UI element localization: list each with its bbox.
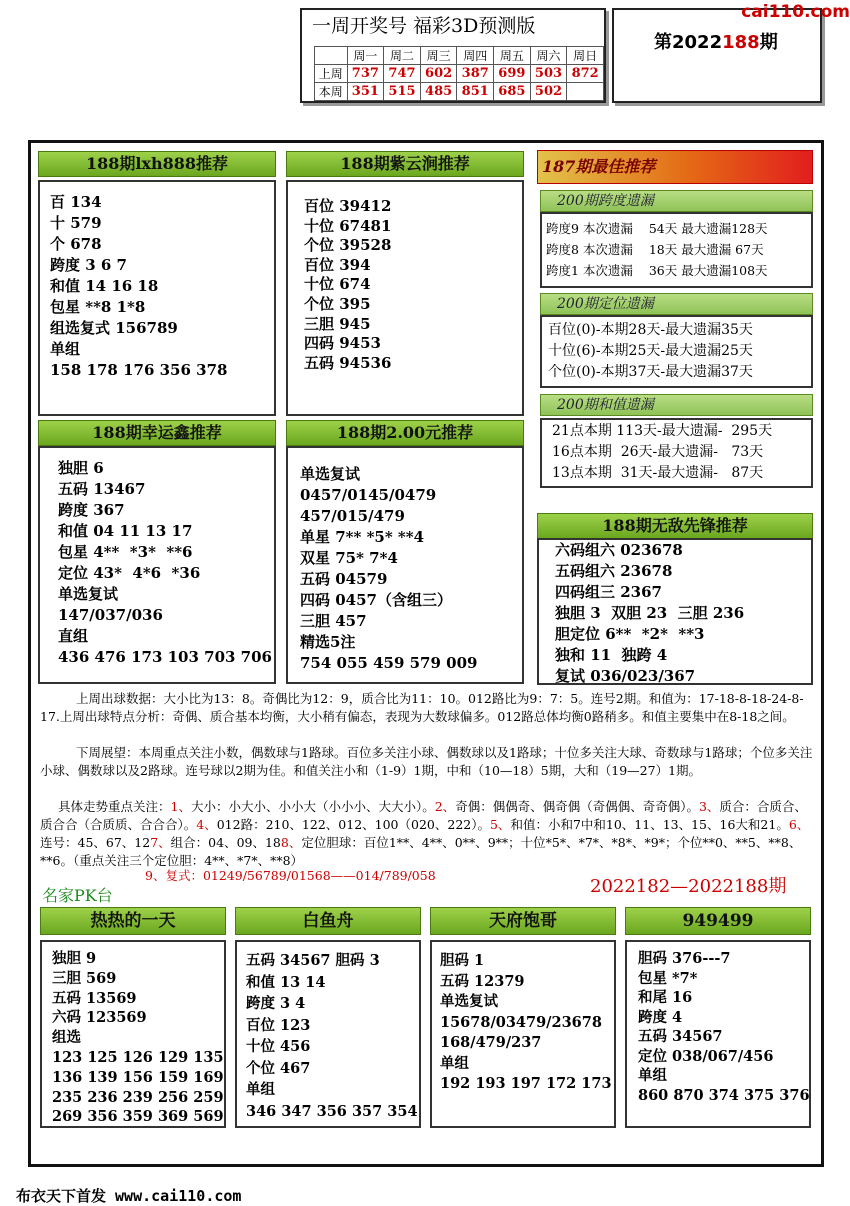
list-line: 五码 13569 (52, 989, 137, 1007)
draw-number: 515 (384, 83, 421, 101)
list-line: 个位(0)-本期37天-最大遗漏37天 (548, 364, 753, 380)
list-line: 个位 395 (304, 294, 371, 313)
list-line: 和值 13 14 (246, 973, 326, 991)
list-line: 十位(6)-本期25天-最大遗漏25天 (548, 343, 753, 359)
list-line: 457/015/479 (300, 507, 405, 525)
list-line: 15678/03479/23678 (440, 1013, 602, 1031)
list-line: 定位 038/067/456 (638, 1047, 774, 1065)
draw-number: 699 (494, 65, 531, 83)
draw-number: 387 (457, 65, 494, 83)
list-line: 六码 123569 (52, 1009, 147, 1027)
list-line: 269 356 359 369 569 (52, 1108, 224, 1126)
sum-omission-title: 200期和值遗漏 (540, 394, 813, 416)
list-line: 754 055 459 579 009 (300, 654, 478, 672)
list-line: 单选复试 (440, 993, 498, 1010)
box4-lines (300, 464, 477, 674)
analysis-paragraph-2: 下周展望：本周重点关注小数，偶数球与1路球。百位多关注小球、偶数球以及1路球；十位多关注大球、奇数球与1路球；个位多关注小球、偶数球以及2路球。连号球以2期为佳。和值关注小和（1-9）1期，中和（10—18）5期，大和（19—27）1期。 (40, 745, 813, 778)
list-line: 136 139 156 159 169 (52, 1068, 224, 1086)
day-header: 周日 (567, 47, 604, 65)
analysis-paragraph-4: 9、复式：01249/56789/01568——014/789/058 (145, 868, 436, 883)
list-line: 五码组六 23678 (555, 562, 673, 580)
footer-credit: 布衣天下首发 www.cai110.com (16, 1187, 242, 1205)
draw-number: 485 (420, 83, 457, 101)
list-line: 六码组六 023678 (555, 541, 683, 559)
list-line: 定位 43* 4*6 *36 (58, 564, 201, 582)
draw-number: 747 (384, 65, 421, 83)
list-line: 独胆 6 (58, 459, 104, 477)
list-line: 组选 (52, 1029, 81, 1047)
list-line: 436 476 173 103 703 706 (58, 648, 272, 666)
list-line: 独胆 9 (52, 950, 97, 967)
list-line: 四码组三 2367 (555, 583, 662, 601)
list-line: 跨度8 本次遗漏 18天 最大遗漏 67天 (546, 242, 764, 257)
draw-number: 602 (420, 65, 457, 83)
box3-title: 188期幸运鑫推荐 (38, 420, 276, 446)
span-omission-lines (546, 218, 768, 281)
list-line: 五码 13467 (58, 480, 146, 498)
list-line: 百 134 (50, 193, 102, 211)
box5-title: 188期无敌先锋推荐 (537, 513, 813, 539)
draw-number: 351 (347, 83, 384, 101)
list-line: 五码 34567 (638, 1028, 723, 1045)
day-header: 周一 (347, 47, 384, 65)
list-line: 单选复试 (300, 465, 361, 483)
list-line: 单选复试 (58, 585, 119, 603)
list-line: 三胆 569 (52, 969, 117, 987)
pk-col4-title: 949499 (625, 907, 811, 935)
list-line: 独和 11 独跨 4 (555, 646, 668, 664)
list-line: 个 678 (50, 235, 102, 253)
list-line: 235 236 239 256 259 (52, 1088, 224, 1106)
list-line: 四码 0457（含组三） (300, 591, 452, 609)
list-line: 三胆 457 (300, 612, 367, 630)
list-line: 跨度 3 4 (246, 995, 306, 1012)
span-omission-title: 200期跨度遗漏 (540, 190, 813, 212)
list-line: 组选复式 156789 (50, 319, 178, 337)
day-header: 周四 (457, 47, 494, 65)
pk-range: 2022182—2022188期 (590, 876, 787, 897)
list-line: 单组 (50, 340, 81, 358)
list-line: 五码 34567 胆码 3 (246, 952, 380, 969)
pk-col2-title: 白鱼舟 (235, 907, 421, 935)
list-line: 直组 (58, 627, 89, 645)
position-omission-lines (548, 320, 753, 383)
pk-col1-title: 热热的一天 (40, 907, 226, 935)
day-header: 周五 (494, 47, 531, 65)
box2-title: 188期紫云涧推荐 (286, 151, 524, 177)
weekly-draw-panel (300, 8, 606, 103)
day-header: 周二 (384, 47, 421, 65)
list-line: 跨度 3 6 7 (50, 256, 127, 274)
list-line: 123 125 126 129 135 (52, 1048, 224, 1066)
pk-col1-lines (52, 949, 224, 1127)
list-line: 三胆 945 (304, 314, 371, 333)
list-line: 跨度 4 (638, 1008, 683, 1026)
position-omission-title: 200期定位遗漏 (540, 293, 813, 315)
day-header: 周六 (530, 47, 567, 65)
box1-title: 188期lxh888推荐 (38, 151, 276, 177)
list-line: 147/037/036 (58, 606, 163, 624)
list-line: 跨度1 本次遗漏 36天 最大遗漏108天 (546, 263, 768, 278)
list-line: 百位 123 (246, 1016, 311, 1034)
draw-number: 872 (567, 65, 604, 83)
list-line: 胆码 1 (440, 952, 485, 969)
draw-number: 685 (494, 83, 531, 101)
list-line: 独胆 3 双胆 23 三胆 236 (555, 604, 745, 622)
list-line: 十位 67481 (304, 216, 392, 235)
box3-lines (58, 458, 272, 668)
list-line: 复试 036/023/367 (555, 667, 696, 685)
best-recommend-banner: 187期最佳推荐 (537, 150, 813, 184)
week-label: 本周 (315, 83, 348, 101)
day-header: 周三 (420, 47, 457, 65)
list-line: 十 579 (50, 214, 102, 232)
pk-col3-title: 天府饱哥 (430, 907, 616, 935)
draw-number (567, 83, 604, 101)
week-label: 上周 (315, 65, 348, 83)
list-line: 五码 04579 (300, 570, 388, 588)
analysis-paragraph-3: 具体走势重点关注：1、大小：小大小、小小大（小小小、大大小）。2、奇偶：偶偶奇、偶奇偶（奇偶偶、奇奇偶）。3、质合：合质合、质合合（合质质、合合合）。4、012路：210、122、012、100（020、222）。5、和值：小和7中和10、11、13、15、16大和21。6、连号：45、67、127、组合：04、09、188、定位胆球：百位1**、4**、0**、9**；十位*5*、*7*、*8*、*9*；个位**0、**5、**8、**6。（重点关注三个定位胆：4**、*7*、**8） (40, 799, 810, 868)
list-line: 百位 39412 (304, 197, 392, 215)
list-line: 精选5注 (300, 633, 356, 651)
list-line: 百位 394 (304, 255, 371, 274)
pk-label: 名家PK台 (42, 886, 113, 905)
site-logo[interactable]: cai110.com (741, 2, 850, 22)
list-line: 346 347 356 357 354 (246, 1102, 418, 1120)
box2-lines (304, 197, 391, 373)
list-line: 跨度 367 (58, 501, 125, 519)
list-line: 五码 94536 (304, 353, 392, 372)
list-line: 和值 14 16 18 (50, 277, 159, 295)
box5-lines (555, 540, 744, 687)
issue-number: 第2022188期 (654, 32, 778, 53)
list-line: 168/479/237 (440, 1034, 542, 1051)
list-line: 十位 674 (304, 275, 371, 294)
list-line: 包星 *7* (638, 969, 698, 987)
list-line: 个位 467 (246, 1059, 311, 1077)
list-line: 单组 (638, 1067, 667, 1084)
list-line: 胆定位 6** *2* **3 (555, 625, 705, 643)
pk-col4-lines (638, 949, 810, 1105)
analysis-paragraph-1: 上周出球数据：大小比为13：8。奇偶比为12：9，质合比为11：10。012路比为9：7：5。连号2期。和值为：17-18-8-18-24-8-17.上周出球特点分析：奇偶、质合基本均衡，大小稍有偏态，表现为大数球偏多。012路总体均衡0路稍多。和值主要集中在8-18之间。 (40, 691, 804, 724)
list-line: 五码 12379 (440, 972, 525, 990)
list-line: 192 193 197 172 173 (440, 1075, 612, 1092)
draw-number: 502 (530, 83, 567, 101)
weekly-draw-table (314, 46, 604, 101)
list-line: 860 870 374 375 376 (638, 1086, 810, 1104)
list-line: 包星 **8 1*8 (50, 298, 146, 316)
list-line: 158 178 176 356 378 (50, 361, 228, 379)
list-line: 16点本期 26天-最大遗漏- 73天 (552, 444, 764, 460)
pk-col2-lines (246, 950, 418, 1122)
list-line: 13点本期 31天-最大遗漏- 87天 (552, 465, 764, 481)
list-line: 胆码 376---7 (638, 950, 731, 967)
list-line: 0457/0145/0479 (300, 486, 437, 504)
list-line: 和尾 16 (638, 989, 693, 1006)
list-line: 跨度9 本次遗漏 54天 最大遗漏128天 (546, 221, 768, 236)
list-line: 双星 75* 7*4 (300, 549, 398, 567)
draw-number: 737 (347, 65, 384, 83)
draw-number: 503 (530, 65, 567, 83)
box4-title: 188期2.00元推荐 (286, 420, 524, 446)
list-line: 单星 7** *5* **4 (300, 528, 425, 546)
weekly-draw-title: 一周开奖号 福彩3D预测版 (312, 15, 536, 37)
list-line: 百位(0)-本期28天-最大遗漏35天 (548, 322, 753, 338)
box1-lines (50, 192, 227, 381)
list-line: 单组 (440, 1054, 469, 1072)
pk-col3-lines (440, 951, 612, 1095)
list-line: 和值 04 11 13 17 (58, 522, 193, 540)
list-line: 十位 456 (246, 1038, 311, 1055)
list-line: 21点本期 113天-最大遗漏- 295天 (552, 423, 773, 439)
list-line: 四码 9453 (304, 334, 381, 353)
sum-omission-lines (552, 421, 772, 484)
list-line: 包星 4** *3* **6 (58, 543, 193, 561)
list-line: 单组 (246, 1081, 275, 1098)
list-line: 个位 39528 (304, 236, 392, 255)
draw-number: 851 (457, 83, 494, 101)
